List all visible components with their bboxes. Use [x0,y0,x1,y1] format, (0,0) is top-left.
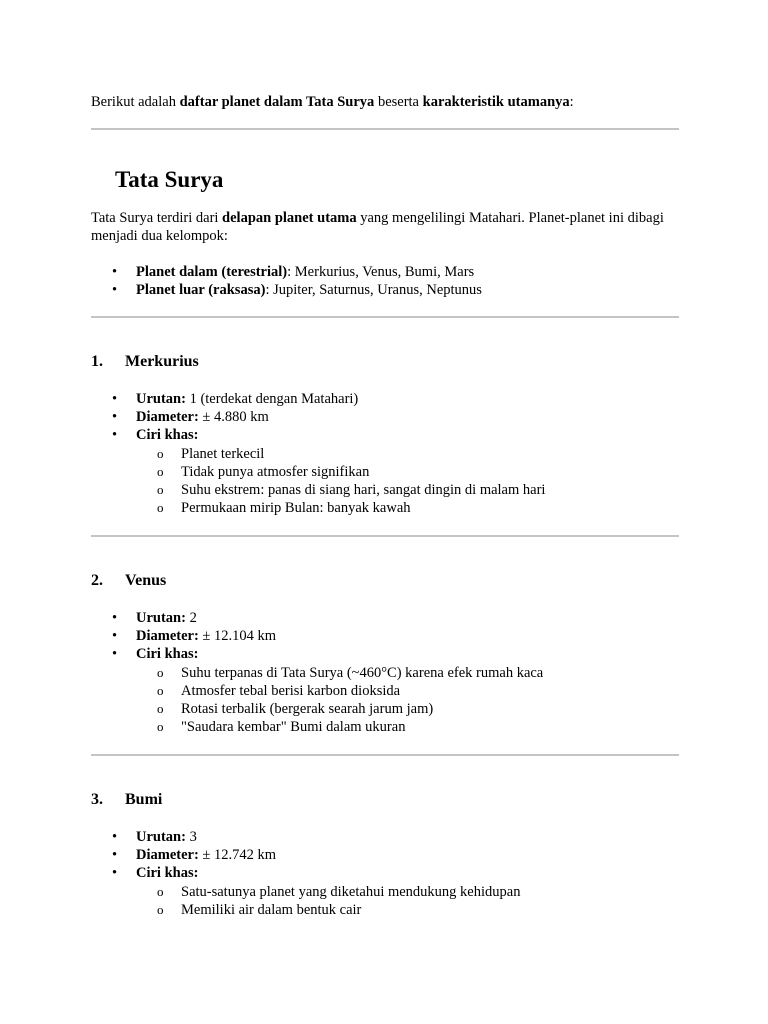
trait-item: o Planet terkecil [136,445,679,463]
group-label: Planet luar (raksasa) [136,282,266,299]
detail-value: ± 12.104 km [198,628,277,645]
detail-value: ± 4.880 km [198,409,269,426]
horizontal-rule [91,535,679,537]
description-bold: delapan planet utama [222,210,357,226]
trait-item: o Tidak punya atmosfer signifikan [136,463,679,481]
description-text: Tata Surya terdiri dari [91,210,223,226]
group-value: : Merkurius, Venus, Bumi, Mars [287,264,475,280]
trait-item: o "Saudara kembar" Bumi dalam ukuran [136,718,679,736]
group-label: Planet dalam (terestrial) [136,264,288,280]
trait-item: o Satu-satunya planet yang diketahui mendukung kehidupan [136,883,679,901]
horizontal-rule [91,128,679,130]
detail-label: Diameter: [136,409,199,426]
trait-item: o Suhu terpanas di Tata Surya (~460°C) karena efek rumah kaca [136,664,679,682]
detail-label: Ciri khas: [136,865,199,882]
list-item [91,864,679,919]
intro-text: Berikut adalah [91,94,180,110]
list-item [91,627,679,645]
detail-label: Diameter: [136,847,199,864]
section-title: Venus [125,572,167,589]
list-item [91,609,679,627]
planet-details-venus [91,609,679,736]
detail-label: Urutan: [136,829,186,845]
horizontal-rule [91,316,679,318]
trait-item: o Permukaan mirip Bulan: banyak kawah [136,499,679,517]
intro-bold: daftar planet dalam Tata Surya [179,94,375,110]
list-item [91,426,679,517]
detail-label: Ciri khas: [136,646,199,663]
trait-item: o Rotasi terbalik (bergerak searah jarum jam) [136,700,679,718]
list-item [91,263,679,281]
description-paragraph [91,209,679,245]
planet-group-list [91,263,679,299]
traits-list [136,883,679,919]
detail-value: 3 [185,829,197,845]
list-item [91,281,679,299]
detail-label: Diameter: [136,628,199,645]
planet-details-bumi [91,828,679,919]
intro-text: beserta [374,94,423,110]
section-number: 3. [91,791,103,808]
planet-details-merkurius [91,390,679,517]
section-heading-bumi [91,790,162,810]
intro-bold: karakteristik utamanya [422,94,570,110]
trait-item: o Memiliki air dalam bentuk cair [136,901,679,919]
list-item [91,645,679,736]
detail-label: Ciri khas: [136,427,199,444]
detail-value: 1 (terdekat dengan Matahari) [185,391,359,407]
section-number: 2. [91,572,103,589]
group-value: : Jupiter, Saturnus, Uranus, Neptunus [265,282,482,299]
detail-label: Urutan: [136,391,186,407]
list-item [91,408,679,426]
description-text: yang mengelilingi Matahari. Planet-planet ini dibagi menjadi dua kelompok: [91,210,664,244]
list-item [91,828,679,846]
page-title: Tata Surya [115,167,224,192]
section-number: 1. [91,353,103,370]
intro-paragraph [91,93,574,111]
list-item [91,390,679,408]
list-item [91,846,679,864]
section-heading-venus [91,571,166,591]
horizontal-rule [91,754,679,756]
traits-list [136,445,679,518]
detail-value: 2 [185,610,197,626]
trait-item: o Atmosfer tebal berisi karbon dioksida [136,682,679,700]
section-title: Bumi [125,791,163,808]
section-heading-merkurius [91,352,199,372]
intro-text: : [569,94,574,110]
trait-item: o Suhu ekstrem: panas di siang hari, sangat dingin di malam hari [136,481,679,499]
detail-value: ± 12.742 km [198,847,277,864]
traits-list [136,664,679,737]
detail-label: Urutan: [136,610,186,626]
section-title: Merkurius [125,353,199,370]
